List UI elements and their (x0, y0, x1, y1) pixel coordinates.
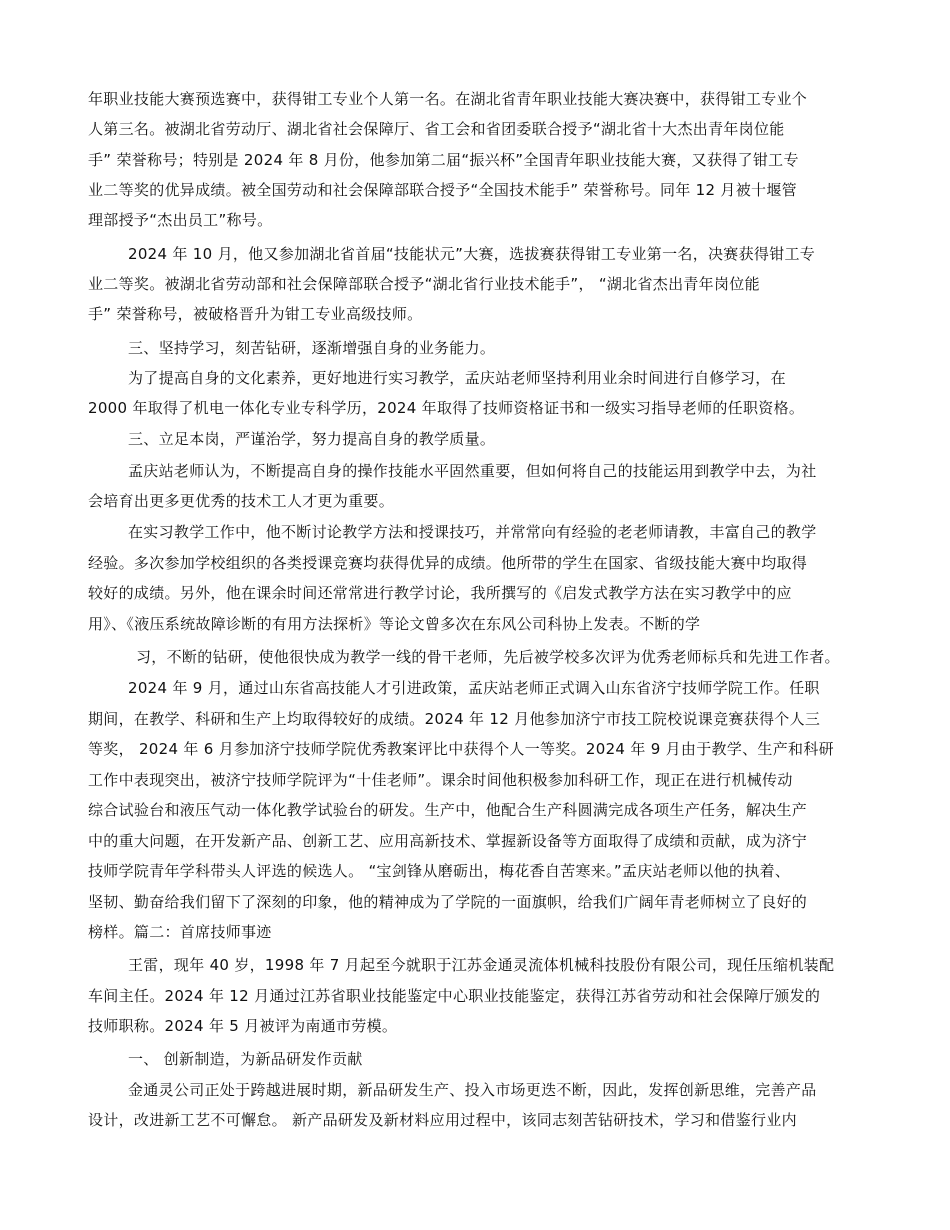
text-line: 业二等奖。被湖北省劳动部和社会保障部联合授予“湖北省行业技术能手”， “湖北省杰出青年岗位能 (88, 275, 760, 293)
text-line: 会培育出更多更优秀的技术工人才更为重要。 (88, 492, 395, 510)
text-line: 金通灵公司正处于跨越进展时期，新品研发生产、投入市场更迭不断，因此，发挥创新思维，完善产品 (128, 1081, 817, 1099)
text-line: 技师学院青年学科带头人评选的候选人。 “宝剑锋从磨砺出，梅花香自苦寒来。”孟庆站老师以他的执着、 (88, 862, 791, 880)
text-line: 工作中表现突出，被济宁技师学院评为“十佳老师”。课余时间他积极参加科研工作，现正在进行机械传动 (88, 771, 793, 789)
text-line: 坚韧、勤奋给我们留下了深刻的印象，他的精神成为了学院的一面旗帜，给我们广阔年青老师树立了良好的 (88, 893, 808, 911)
text-line: 经验。多次参加学校组织的各类授课竞赛均获得优异的成绩。他所带的学生在国家、省级技能大赛中均取得 (88, 554, 808, 572)
section-heading: 三、坚持学习，刻苦钻研，逐渐增强自身的业务能力。 (128, 339, 496, 357)
text-line: 2024 年 10 月，他又参加湖北省首届“技能状元”大赛，选拔赛获得钳工专业第一名，决赛获得钳工专 (128, 245, 816, 263)
text-line: 榜样。篇二：首席技师事迹 (88, 923, 272, 941)
section-heading: 一、 创新制造，为新品研发作贡献 (128, 1050, 363, 1068)
text-line: 人第三名。被湖北省劳动厅、湖北省社会保障厅、省工会和省团委联合授予“湖北省十大杰出青年岗位能 (88, 120, 785, 138)
text-line: 等奖， 2024 年 6 月参加济宁技师学院优秀教案评比中获得个人一等奖。2024 年 9 月由于教学、生产和科研 (88, 740, 834, 758)
text-line: 设计，改进新工艺不可懈怠。 新产品研发及新材料应用过程中，该同志刻苦钻研技术，学习和借鉴行业内 (88, 1111, 797, 1129)
text-line: 业二等奖的优异成绩。被全国劳动和社会保障部联合授予“全国技术能手” 荣誉称号。同年 12 月被十堰管 (88, 181, 797, 199)
text-line: 中的重大问题，在开发新产品、创新工艺、应用高新技术、掌握新设备等方面取得了成绩和贡献，成为济宁 (88, 832, 808, 850)
text-line: 技师职称。2024 年 5 月被评为南通市劳模。 (88, 1017, 398, 1035)
text-line: 为了提高自身的文化素养，更好地进行实习教学，孟庆站老师坚持利用业余时间进行自修学习，在 (128, 369, 786, 387)
text-line: 较好的成绩。另外，他在课余时间还常常进行教学讨论，我所撰写的《启发式教学方法在实习教学中的应 (88, 584, 792, 602)
text-line: 车间主任。2024 年 12 月通过江苏省职业技能鉴定中心职业技能鉴定，获得江苏省劳动和社会保障厅颁发的 (88, 987, 821, 1005)
text-line: 孟庆站老师认为，不断提高自身的操作技能水平固然重要，但如何将自己的技能运用到教学中去，为社 (128, 462, 817, 480)
text-line: 期间，在教学、科研和生产上均取得较好的成绩。2024 年 12 月他参加济宁市技工院校说课竞赛获得个人三 (88, 710, 821, 728)
text-line: 理部授予“杰出员工”称号。 (88, 211, 273, 229)
text-line: 在实习教学工作中，他不断讨论教学方法和授课技巧，并常常向有经验的老老师请教，丰富自己的教学 (128, 523, 817, 541)
text-line: 2024 年 9 月，通过山东省高技能人才引进政策，孟庆站老师正式调入山东省济宁技师学院工作。任职 (128, 679, 820, 697)
text-line: 习，不断的钻研，使他很快成为教学一线的骨干老师，先后被学校多次评为优秀老师标兵和先进工作者。 (136, 648, 840, 666)
text-line: 2000 年取得了机电一体化专业专科学历，2024 年取得了技师资格证书和一级实习指导老师的任职资格。 (88, 399, 805, 417)
text-line: 王雷，现年 40 岁，1998 年 7 月起至今就职于江苏金通灵流体机械科技股份有限公司，现任压缩机装配 (128, 956, 835, 974)
text-line: 手” 荣誉称号；特别是 2024 年 8 月份，他参加第二届“振兴杯”全国青年职业技能大赛，又获得了钳工专 (88, 151, 799, 169)
text-line: 手” 荣誉称号，被破格晋升为钳工专业高级技师。 (88, 305, 423, 323)
section-heading: 三、立足本岗，严谨治学，努力提高自身的教学质量。 (128, 430, 496, 448)
text-line: 用》、《液压系统故障诊断的有用方法探析》等论文曾多次在东风公司科协上发表。不断的学 (88, 615, 701, 633)
text-line: 年职业技能大赛预选赛中，获得钳工专业个人第一名。在湖北省青年职业技能大赛决赛中，获得钳工专业个 (88, 90, 808, 108)
text-line: 综合试验台和液压气动一体化教学试验台的研发。生产中，他配合生产科圆满完成各项生产任务，解决生产 (88, 801, 808, 819)
